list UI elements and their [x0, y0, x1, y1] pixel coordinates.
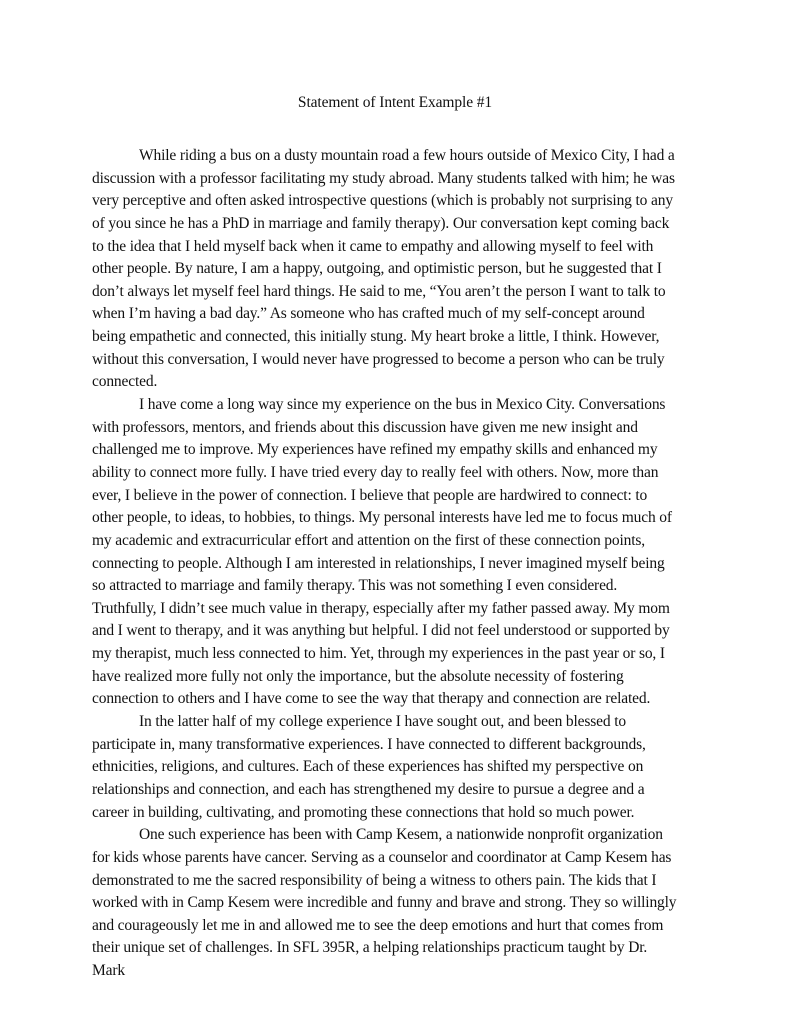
text-line: demonstrated to me the sacred responsibility of being a witness to others pain. The kids that I	[92, 871, 657, 889]
text-line: In the latter half of my college experience I have sought out, and been blessed to	[139, 713, 626, 731]
text-line: challenged me to improve. My experiences have refined my empathy skills and enhanced my	[92, 441, 658, 459]
document-body	[92, 145, 712, 983]
text-line: other people, to ideas, to hobbies, to things. My personal interests have led me to focus much of	[92, 509, 672, 527]
text-line: connected.	[92, 373, 158, 391]
text-line: connecting to people. Although I am interested in relationships, I never imagined myself being	[92, 554, 665, 572]
text-line: my therapist, much less connected to him. Yet, through my experiences in the past year or so, I	[92, 645, 665, 663]
text-line: my academic and extracurricular effort and attention on the first of these connection points,	[92, 531, 646, 549]
text-line: relationships and connection, and each has strengthened my desire to pursue a degree and a	[92, 780, 645, 798]
text-line: for kids whose parents have cancer. Serving as a counselor and coordinator at Camp Kesem has	[92, 848, 672, 866]
text-line: I have come a long way since my experience on the bus in Mexico City. Conversations	[139, 396, 666, 414]
text-line: to the idea that I held myself back when it came to empathy and allowing myself to feel with	[92, 237, 654, 255]
paragraph-2	[92, 394, 712, 711]
text-line: worked with in Camp Kesem were incredible and funny and brave and strong. They so willingly	[92, 894, 677, 912]
text-line: Truthfully, I didn’t see much value in therapy, especially after my father passed away. My mom	[92, 599, 670, 617]
text-line: without this conversation, I would never have progressed to become a person who can be truly	[92, 350, 665, 368]
text-line: ability to connect more fully. I have tried every day to really feel with others. Now, more than	[92, 463, 659, 481]
text-line: don’t always let myself feel hard things. He said to me, “You aren’t the person I want to talk to	[92, 282, 666, 300]
text-line: Mark	[92, 962, 125, 980]
text-line: While riding a bus on a dusty mountain road a few hours outside of Mexico City, I had a	[139, 147, 675, 164]
text-line: participate in, many transformative experiences. I have connected to different backgrounds,	[92, 735, 646, 753]
text-line: and courageously let me in and allowed me to see the deep emotions and hurt that comes from	[92, 916, 664, 934]
text-line: career in building, cultivating, and promoting these connections that hold so much power.	[92, 803, 635, 821]
text-line: very perceptive and often asked introspective questions (which is probably not surprising to any	[92, 192, 673, 210]
text-line: and I went to therapy, and it was anything but helpful. I did not feel understood or supported by	[92, 622, 670, 640]
text-line: of you since he has a PhD in marriage and family therapy). Our conversation kept coming back	[92, 214, 670, 232]
text-line: discussion with a professor facilitating my study abroad. Many students talked with him; he was	[92, 169, 675, 187]
text-line: ever, I believe in the power of connection. I believe that people are hardwired to connect: to	[92, 486, 648, 504]
document-title: Statement of Intent Example #1	[297, 94, 493, 111]
text-line: being empathetic and connected, this initially stung. My heart broke a little, I think. However,	[92, 328, 660, 346]
text-line: other people. By nature, I am a happy, outgoing, and optimistic person, but he suggested that I	[92, 260, 662, 278]
text-line: so attracted to marriage and family therapy. This was not something I even considered.	[92, 577, 618, 595]
text-line: their unique set of challenges. In SFL 395R, a helping relationships practicum taught by Dr.	[92, 939, 648, 957]
text-line: One such experience has been with Camp Kesem, a nationwide nonprofit organization	[139, 826, 663, 844]
text-line: ethnicities, religions, and cultures. Each of these experiences has shifted my perspective on	[92, 758, 644, 776]
text-line: with professors, mentors, and friends about this discussion have given me new insight and	[92, 418, 638, 436]
text-line: connection to others and I have come to see the way that therapy and connection are related.	[92, 690, 651, 708]
text-line: when I’m having a bad day.” As someone who has crafted much of my self-concept around	[92, 305, 645, 323]
text-line: have realized more fully not only the importance, but the absolute necessity of fostering	[92, 667, 624, 685]
paragraph-3	[92, 711, 712, 824]
paragraph-4	[92, 824, 712, 982]
paragraph-1	[92, 145, 712, 394]
